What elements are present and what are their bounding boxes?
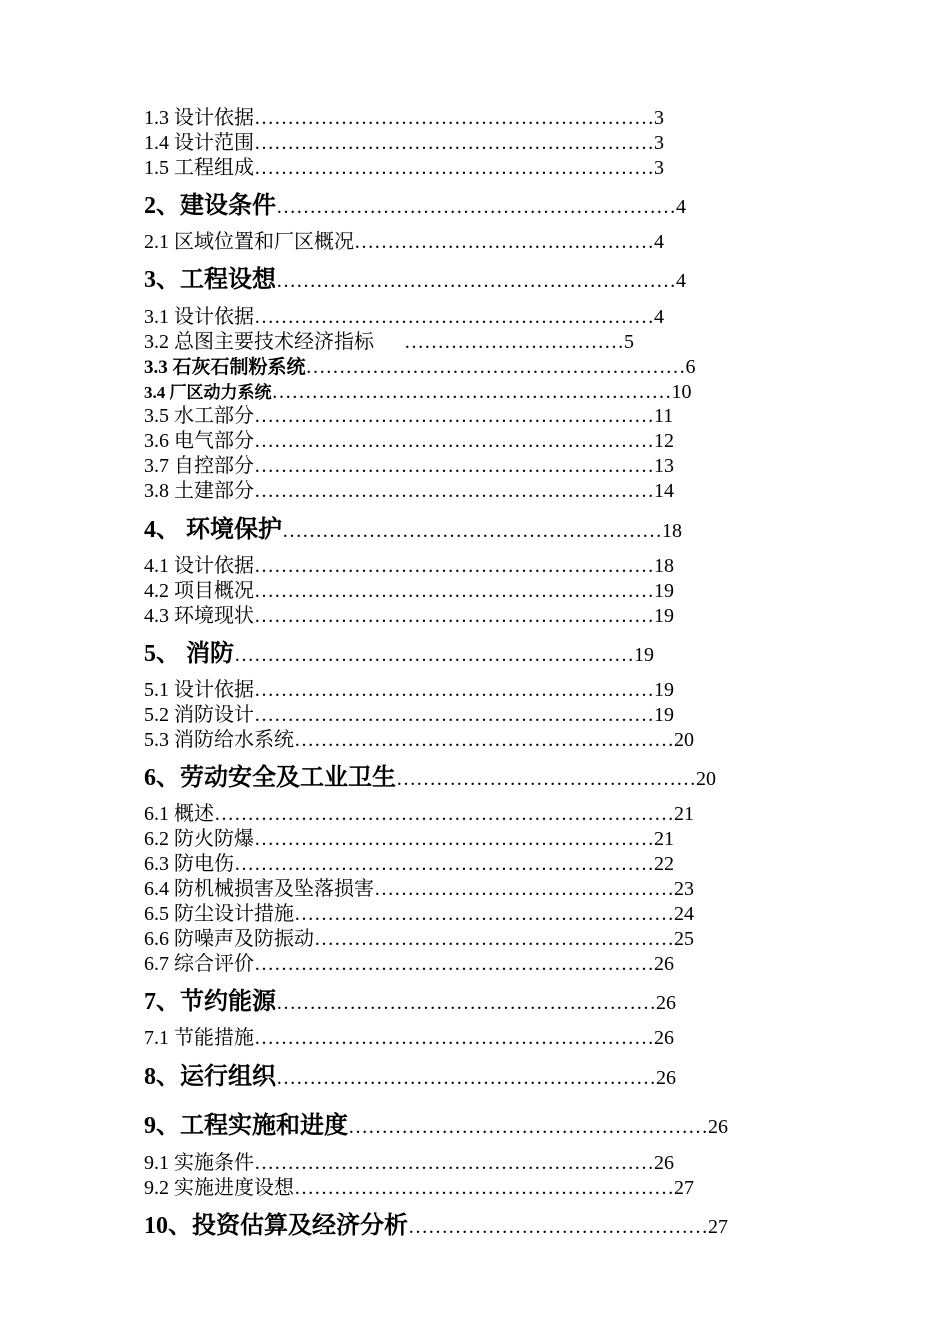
toc-page-number: 3: [654, 107, 664, 129]
toc-page-number: 4: [654, 306, 664, 328]
toc-entry-title: 3.2 总图主要技术经济指标: [144, 331, 374, 353]
toc-entry-title: 3.4 厂区动力系统: [144, 383, 272, 402]
toc-entry-9-1[interactable]: [144, 1153, 674, 1173]
toc-leader-dots: ………………………………………: [374, 878, 674, 900]
toc-leader-dots: ……………………………………………………: [254, 430, 654, 452]
toc-section-7[interactable]: [144, 990, 676, 1014]
toc-entry-3-5[interactable]: [144, 406, 673, 426]
toc-entry-7-1[interactable]: [144, 1028, 674, 1048]
toc-entry-title: 5.1 设计依据: [144, 679, 254, 701]
toc-page-number: 20: [696, 768, 716, 790]
toc-entry-1-3[interactable]: [144, 108, 664, 128]
toc-entry-title: 6.5 防尘设计措施: [144, 903, 294, 925]
toc-leader-dots: ………………………………………: [408, 1216, 708, 1238]
toc-page-number: 6: [685, 356, 696, 378]
toc-entry-title: 6.6 防噪声及防振动: [144, 928, 314, 950]
toc-page-number: 27: [708, 1216, 728, 1238]
toc-page-number: 3: [654, 157, 664, 179]
toc-entry-title: 3.7 自控部分: [144, 455, 254, 477]
toc-leader-dots: …………………………………………………: [294, 903, 674, 925]
toc-leader-dots: ……………………………………………………: [254, 480, 654, 502]
toc-section-5[interactable]: [144, 642, 654, 666]
toc-entry-6-3[interactable]: [144, 854, 674, 874]
toc-leader-dots: ……………………………: [374, 331, 624, 353]
toc-page-number: 23: [674, 878, 694, 900]
toc-entry-3-2[interactable]: [144, 332, 634, 352]
toc-leader-dots: …………………………………………………: [294, 1177, 674, 1199]
toc-page-number: 27: [674, 1177, 694, 1199]
toc-page-number: 14: [654, 480, 674, 502]
toc-entry-title: 2.1 区域位置和厂区概况: [144, 231, 354, 253]
toc-page-number: 18: [654, 555, 674, 577]
toc-entry-2-1[interactable]: [144, 232, 664, 252]
toc-entry-title: 6.7 综合评价: [144, 953, 254, 975]
toc-leader-dots: ……………………………………………………: [254, 605, 654, 627]
toc-leader-dots: ………………………………………………: [314, 928, 674, 950]
toc-leader-dots: ……………………………………………………: [276, 270, 676, 292]
toc-section-title: 2、建设条件: [144, 193, 276, 219]
toc-entry-4-3[interactable]: [144, 606, 674, 626]
toc-page-number: 21: [674, 803, 694, 825]
toc-page-number: 20: [674, 729, 694, 751]
toc-entry-5-3[interactable]: [144, 730, 694, 750]
toc-entry-title: 1.5 工程组成: [144, 157, 254, 179]
toc-leader-dots: ……………………………………………………: [271, 381, 672, 403]
toc-entry-3-6[interactable]: [144, 431, 674, 451]
toc-page-number: 10: [671, 381, 692, 403]
toc-leader-dots: …………………………………………………: [276, 1067, 656, 1089]
toc-entry-5-1[interactable]: [144, 680, 674, 700]
toc-page-number: 4: [676, 196, 686, 218]
toc-leader-dots: ……………………………………………………: [234, 644, 634, 666]
toc-leader-dots: …………………………………………………: [294, 729, 674, 751]
toc-section-4[interactable]: [144, 518, 682, 542]
toc-leader-dots: ……………………………………………………: [254, 107, 654, 129]
toc-entry-6-4[interactable]: [144, 879, 694, 899]
toc-leader-dots: ………………………………………………: [348, 1116, 708, 1138]
toc-page-number: 5: [624, 331, 634, 353]
toc-entry-4-1[interactable]: [144, 556, 674, 576]
toc-page-number: 22: [654, 853, 674, 875]
toc-entry-3-1[interactable]: [144, 307, 664, 327]
toc-leader-dots: ……………………………………………………: [254, 704, 654, 726]
toc-entry-title: 1.4 设计范围: [144, 132, 254, 154]
toc-entry-title: 7.1 节能措施: [144, 1027, 254, 1049]
toc-entry-9-2[interactable]: [144, 1178, 694, 1198]
toc-leader-dots: ……………………………………………………: [254, 455, 654, 477]
toc-entry-6-1[interactable]: [144, 804, 694, 824]
toc-leader-dots: ……………………………………………………: [254, 953, 654, 975]
toc-leader-dots: ……………………………………………………: [276, 196, 676, 218]
toc-entry-6-7[interactable]: [144, 954, 674, 974]
toc-section-title: 3、工程设想: [144, 267, 276, 293]
toc-entry-title: 9.2 实施进度设想: [144, 1177, 294, 1199]
toc-leader-dots: ……………………………………………………: [254, 1027, 654, 1049]
toc-page-number: 21: [654, 828, 674, 850]
toc-page-number: 12: [654, 430, 674, 452]
toc-entry-6-2[interactable]: [144, 829, 674, 849]
toc-section-2[interactable]: [144, 194, 686, 218]
toc-page-number: 4: [654, 231, 664, 253]
toc-page-number: 3: [654, 132, 664, 154]
toc-page-number: 26: [654, 953, 674, 975]
toc-leader-dots: ………………………………………………………: [234, 853, 654, 875]
toc-section-title: 5、 消防: [144, 641, 234, 667]
toc-leader-dots: ……………………………………………………: [254, 306, 654, 328]
toc-page-number: 26: [654, 1027, 674, 1049]
toc-section-title: 8、运行组织: [144, 1064, 276, 1090]
toc-entry-6-6[interactable]: [144, 929, 694, 949]
toc-entry-5-2[interactable]: [144, 705, 674, 725]
toc-entry-title: 6.2 防火防爆: [144, 828, 254, 850]
toc-page-number: 11: [654, 405, 674, 427]
toc-leader-dots: ……………………………………………………: [254, 1152, 654, 1174]
toc-section-10[interactable]: [144, 1214, 728, 1238]
toc-leader-dots: ……………………………………………………………: [214, 803, 674, 825]
toc-entry-title: 1.3 设计依据: [144, 107, 254, 129]
toc-entry-title: 5.3 消防给水系统: [144, 729, 294, 751]
toc-entry-3-8[interactable]: [144, 481, 674, 501]
toc-entry-title: 4.2 项目概况: [144, 580, 254, 602]
toc-leader-dots: ……………………………………………………: [254, 828, 654, 850]
toc-section-title: 9、工程实施和进度: [144, 1113, 348, 1139]
toc-leader-dots: ……………………………………………………: [254, 157, 654, 179]
toc-section-title: 7、节约能源: [144, 989, 276, 1015]
toc-page-number: 18: [662, 520, 682, 542]
toc-page-number: 19: [654, 605, 674, 627]
toc-entry-4-2[interactable]: [144, 581, 674, 601]
toc-page-number: 26: [656, 1067, 676, 1089]
toc-page-number: 19: [634, 644, 654, 666]
toc-page-number: 4: [676, 270, 686, 292]
toc-page-number: 19: [654, 704, 674, 726]
toc-entry-6-5[interactable]: [144, 904, 694, 924]
toc-entry-title: 3.6 电气部分: [144, 430, 254, 452]
toc-entry-3-3[interactable]: [144, 357, 696, 377]
toc-section-6[interactable]: [144, 766, 716, 790]
toc-entry-title: 6.3 防电伤: [144, 853, 234, 875]
toc-entry-title: 5.2 消防设计: [144, 704, 254, 726]
toc-page-number: 19: [654, 679, 674, 701]
toc-entry-title: 6.1 概述: [144, 803, 214, 825]
toc-page-number: 24: [674, 903, 694, 925]
toc-entry-title: 3.1 设计依据: [144, 306, 254, 328]
toc-entry-title: 6.4 防机械损害及坠落损害: [144, 878, 374, 900]
toc-entry-title: 4.3 环境现状: [144, 605, 254, 627]
toc-leader-dots: ……………………………………………………: [254, 580, 654, 602]
toc-entry-title: 3.3 石灰石制粉系统: [144, 357, 306, 378]
toc-leader-dots: …………………………………………………: [282, 520, 662, 542]
toc-entry-title: 3.8 土建部分: [144, 480, 254, 502]
toc-section-3[interactable]: [144, 268, 686, 292]
toc-entry-title: 4.1 设计依据: [144, 555, 254, 577]
toc-entry-3-7[interactable]: [144, 456, 674, 476]
toc-entry-1-4[interactable]: [144, 133, 664, 153]
toc-entry-1-5[interactable]: [144, 158, 664, 178]
toc-page-number: 26: [656, 992, 676, 1014]
toc-entry-title: 9.1 实施条件: [144, 1152, 254, 1174]
toc-leader-dots: ………………………………………: [354, 231, 654, 253]
toc-section-8[interactable]: [144, 1065, 676, 1089]
toc-leader-dots: ……………………………………………………: [254, 132, 654, 154]
toc-entry-3-4[interactable]: [144, 382, 692, 402]
toc-leader-dots: …………………………………………………: [276, 992, 656, 1014]
toc-page-number: 26: [708, 1116, 728, 1138]
toc-leader-dots: ……………………………………………………: [254, 555, 654, 577]
toc-section-9[interactable]: [144, 1114, 728, 1138]
toc-page-number: 13: [654, 455, 674, 477]
toc-leader-dots: ……………………………………………………: [254, 405, 654, 427]
toc-leader-dots: ……………………………………………………: [254, 679, 654, 701]
toc-page-number: 25: [674, 928, 694, 950]
toc-page-number: 19: [654, 580, 674, 602]
toc-section-title: 6、劳动安全及工业卫生: [144, 765, 396, 791]
toc-section-title: 10、投资估算及经济分析: [144, 1213, 408, 1239]
toc-page-number: 26: [654, 1152, 674, 1174]
toc-leader-dots: …………………………………………………: [305, 356, 686, 378]
toc-entry-title: 3.5 水工部分: [144, 405, 254, 427]
toc-section-title: 4、 环境保护: [144, 517, 282, 543]
toc-leader-dots: ………………………………………: [396, 768, 696, 790]
